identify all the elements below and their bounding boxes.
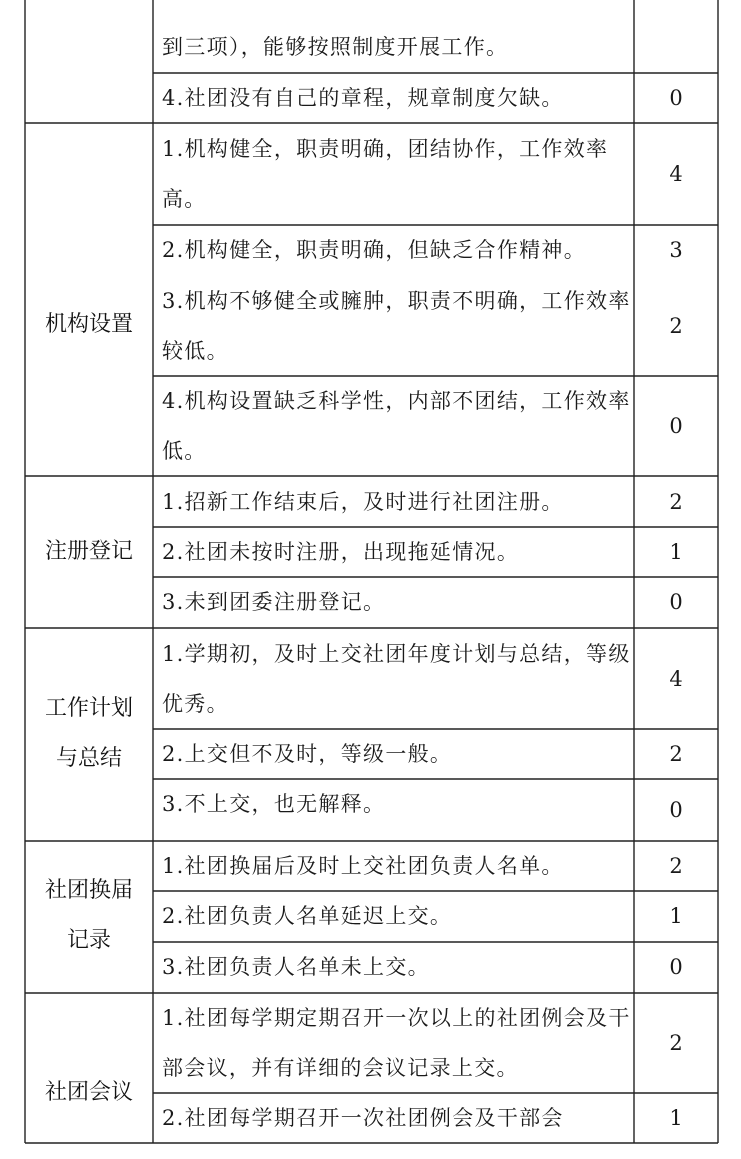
row-description: 1.社团每学期定期召开一次以上的社团例会及干部会议，并有详细的会议记录上交。 <box>162 1006 631 1080</box>
category-cell-meetings: 社团会议 <box>44 1080 133 1105</box>
row-score: 2 <box>669 1031 683 1055</box>
row-score: 1 <box>669 904 683 928</box>
row-description: 4.机构设置缺乏科学性，内部不团结，工作效率低。 <box>162 389 631 463</box>
row-score: 4 <box>669 667 683 691</box>
row-description: 1.机构健全，职责明确，团结协作，工作效率高。 <box>162 137 609 211</box>
row-description: 2.社团负责人名单延迟上交。 <box>162 904 453 928</box>
row-description: 1.招新工作结束后，及时进行社团注册。 <box>162 490 564 514</box>
row-description: 3.机构不够健全或臃肿，职责不明确，工作效率较低。 <box>162 289 631 363</box>
row-score: 0 <box>669 86 683 110</box>
row-description: 1.社团换届后及时上交社团负责人名单。 <box>162 854 564 878</box>
row-description: 3.社团负责人名单未上交。 <box>162 955 430 979</box>
row-score: 2 <box>669 854 683 878</box>
category-cell-continued <box>25 0 153 123</box>
row-description: 4.社团没有自己的章程，规章制度欠缺。 <box>162 86 564 110</box>
row-description: 2.社团每学期召开一次社团例会及干部会 <box>162 1106 564 1130</box>
category-cell-handover: 社团换届记录 <box>44 878 133 953</box>
row-score: 2 <box>669 314 683 338</box>
row-score: 0 <box>669 414 683 438</box>
row-description: 1.学期初，及时上交社团年度计划与总结，等级优秀。 <box>162 642 631 716</box>
row-score: 0 <box>669 955 683 979</box>
row-score: 1 <box>669 540 683 564</box>
row-description: 2.机构健全，职责明确，但缺乏合作精神。 <box>162 238 587 262</box>
category-cell-registration: 注册登记 <box>44 539 133 564</box>
row-score: 0 <box>669 590 683 614</box>
row-description: 到三项），能够按照制度开展工作。 <box>162 35 509 59</box>
row-score: 4 <box>669 162 683 186</box>
row-description: 3.未到团委注册登记。 <box>162 590 386 614</box>
row-score: 0 <box>669 798 683 822</box>
row-score: 1 <box>669 1106 683 1130</box>
row-description: 3.不上交，也无解释。 <box>162 792 386 816</box>
row-score: 2 <box>669 742 683 766</box>
row-score: 2 <box>669 490 683 514</box>
row-description: 2.社团未按时注册，出现拖延情况。 <box>162 540 520 564</box>
row-score: 3 <box>669 238 683 262</box>
row-description: 2.上交但不及时，等级一般。 <box>162 742 453 766</box>
category-cell-plan-summary: 工作计划与总结 <box>44 696 133 771</box>
category-cell-structure: 机构设置 <box>44 312 133 337</box>
